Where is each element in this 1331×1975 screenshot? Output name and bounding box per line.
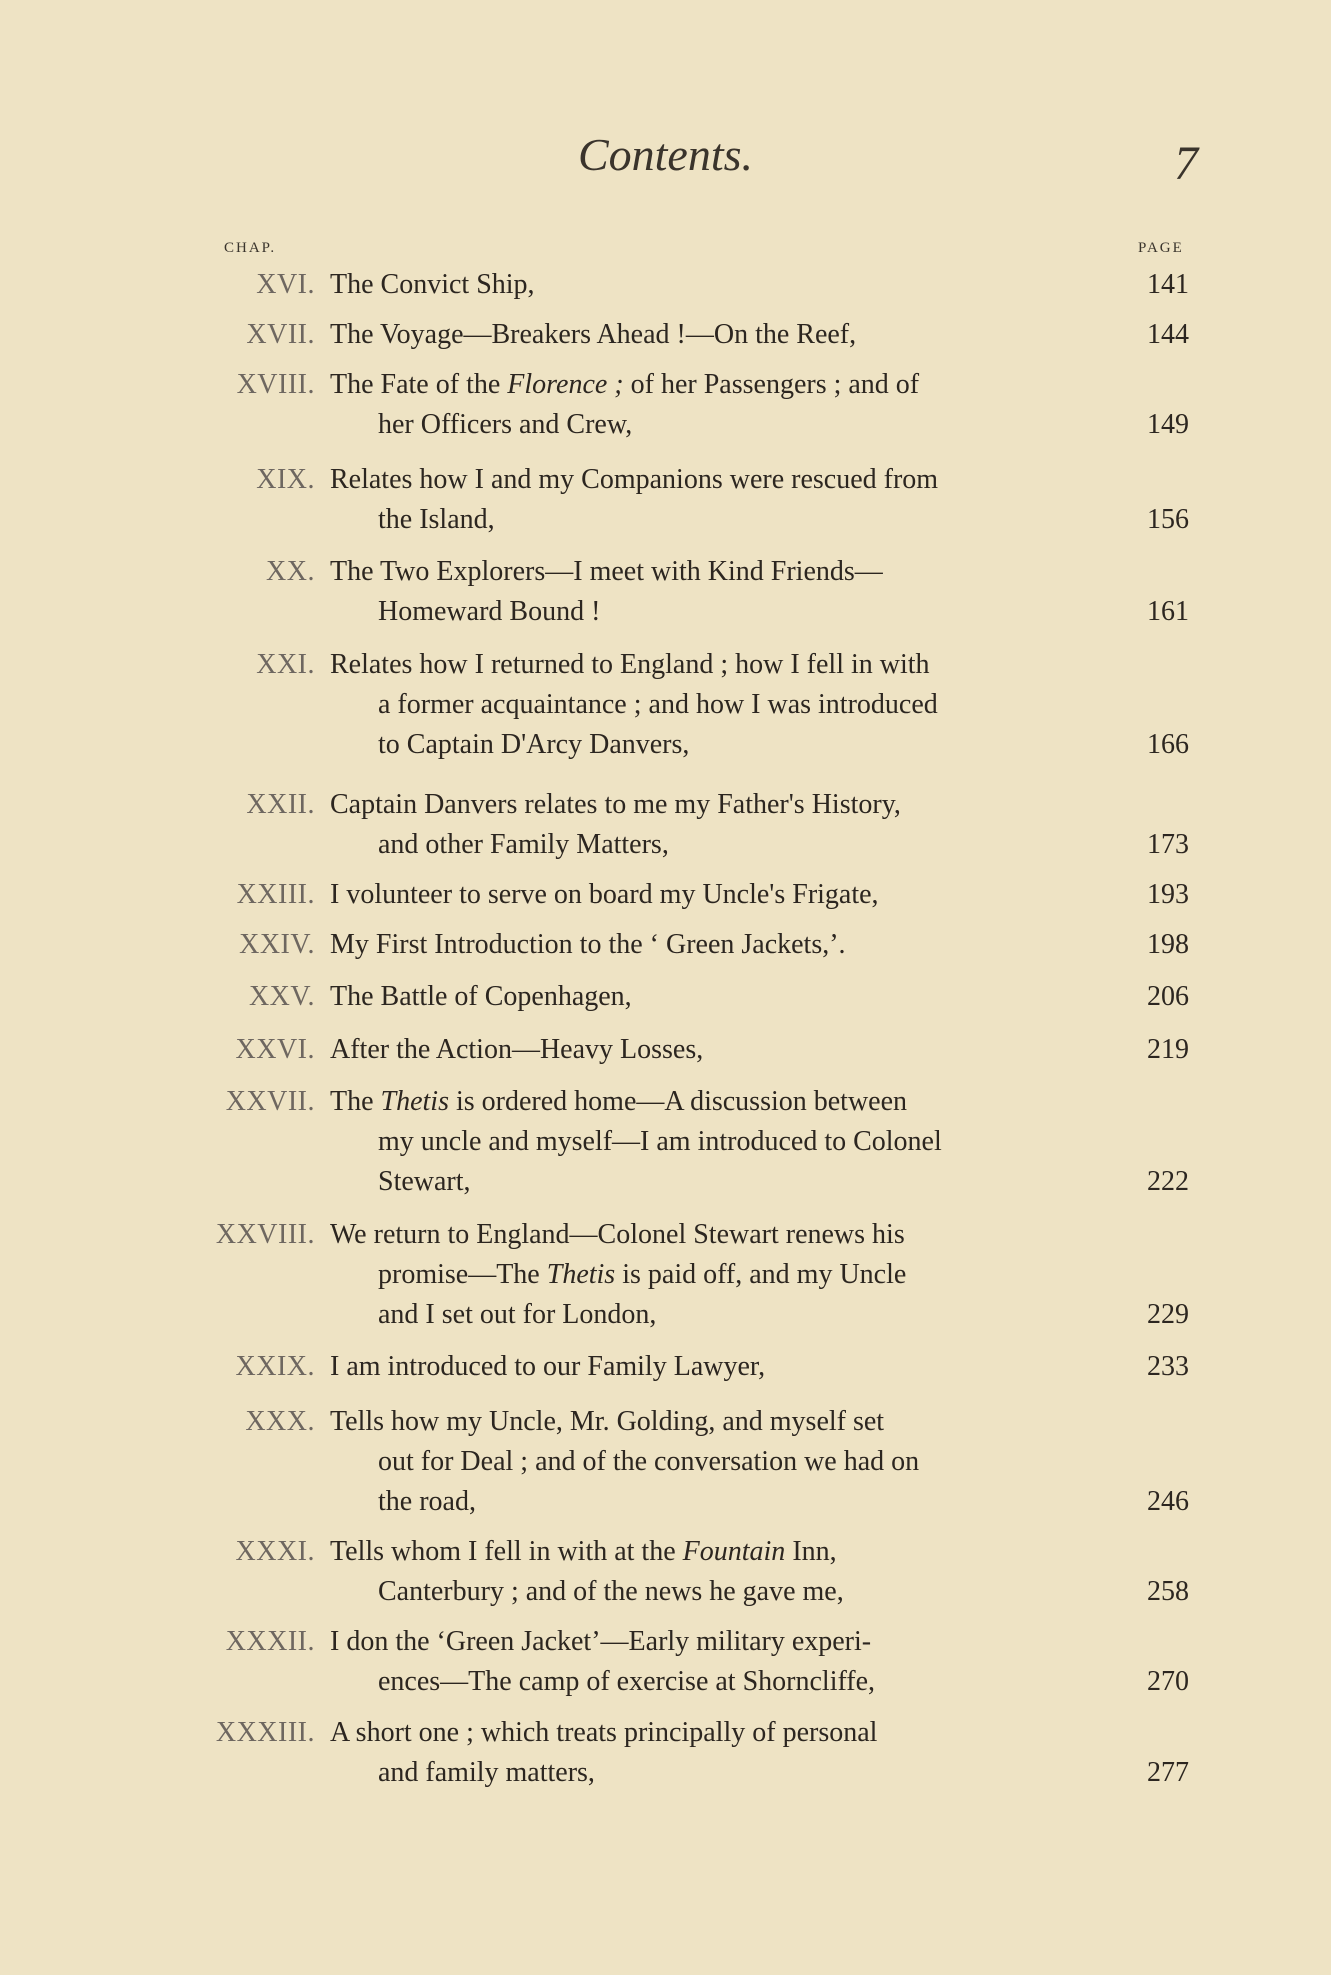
chapter-title-line [378, 1162, 1130, 1202]
chapter-title-text: my uncle and myself—I am introduced to Colonel [378, 1126, 942, 1157]
chapter-title-text: her Officers and Crew, [378, 409, 633, 440]
chapter-number: XXVIII. [215, 1219, 315, 1250]
chapter-title-line [378, 1255, 1130, 1295]
chapter-title-text: My First Introduction to the ‘ Green Jackets,’. [330, 929, 846, 960]
chapter-title-line [330, 460, 1130, 500]
chapter-number: XXIV. [239, 929, 315, 960]
chapter-number: XVII. [246, 319, 315, 350]
chapter-title-text: and family matters, [378, 1757, 595, 1788]
chapter-title-line [378, 1442, 1130, 1482]
ship-name: Fountain [682, 1536, 786, 1567]
chapter-number: XXII. [246, 789, 315, 820]
chapter-number: XXXIII. [215, 1717, 315, 1748]
chapter-title-text: Stewart, [378, 1166, 471, 1197]
chapter-number: XX. [266, 556, 315, 587]
page-ref: 219 [1147, 1034, 1189, 1065]
page-ref: 258 [1147, 1576, 1189, 1607]
chapter-title-line [378, 1662, 1130, 1702]
page-ref: 270 [1147, 1666, 1189, 1697]
page-ref: 229 [1147, 1299, 1189, 1330]
chapter-number: XXVII. [225, 1086, 315, 1117]
chapter-title-text: Homeward Bound ! [378, 596, 601, 627]
chapter-title-text: The Convict Ship, [330, 269, 535, 300]
chapter-title-text: the road, [378, 1486, 476, 1517]
chapter-title-text: Canterbury ; and of the news he gave me, [378, 1576, 844, 1607]
chapter-title-line [330, 875, 1130, 915]
chapter-title-line [330, 315, 1130, 355]
chapter-title-line [378, 1295, 1130, 1335]
chapter-number: XXXII. [225, 1626, 315, 1657]
chapter-title-line [378, 825, 1130, 865]
chapter-title-line [330, 1622, 1130, 1662]
chapter-title-line [378, 1482, 1130, 1522]
page-ref: 222 [1147, 1166, 1189, 1197]
chapter-title-line [330, 1215, 1130, 1255]
chapter-title-line [330, 645, 1130, 685]
chapter-title-text: and other Family Matters, [378, 829, 669, 860]
page-ref: 233 [1147, 1351, 1189, 1382]
chapter-title-text: and I set out for London, [378, 1299, 657, 1330]
chapter-number: XXVI. [235, 1034, 315, 1065]
ship-name: Florence ; [507, 369, 624, 400]
chapter-number: XXV. [248, 981, 315, 1012]
ship-name: Thetis [546, 1259, 616, 1290]
chapter-title-text: Tells how my Uncle, Mr. Golding, and myself set [330, 1406, 885, 1437]
page-ref: 206 [1147, 981, 1189, 1012]
chapter-title-line [378, 592, 1130, 632]
page-ref: 166 [1147, 729, 1189, 760]
chapter-title-text: I volunteer to serve on board my Uncle's Frigate, [330, 879, 879, 910]
chapter-number: XVI. [256, 269, 315, 300]
page-ref: 173 [1147, 829, 1189, 860]
chapter-column-heading: CHAP. [224, 240, 277, 256]
chapter-title-line [330, 1030, 1130, 1070]
chapter-title-line [330, 1082, 1130, 1122]
page-ref: 149 [1147, 409, 1189, 440]
chapter-title-line [330, 925, 1130, 965]
chapter-title-line [330, 1402, 1130, 1442]
chapter-title-text: promise—The Thetis is paid off, and my Uncle [378, 1259, 907, 1290]
chapter-number: XXI. [256, 649, 315, 680]
chapter-title-text: to Captain D'Arcy Danvers, [378, 729, 690, 760]
chapter-title-text: The Fate of the Florence ; of her Passengers ; and of [330, 369, 920, 400]
chapter-number: XXIII. [236, 879, 315, 910]
chapter-title-line [378, 500, 1130, 540]
chapter-title-text: The Battle of Copenhagen, [330, 981, 632, 1012]
page-number: 7 [1174, 137, 1198, 190]
chapter-title-text: the Island, [378, 504, 495, 535]
chapter-title-text: The Thetis is ordered home—A discussion between [330, 1086, 908, 1117]
page-column-heading: PAGE [1138, 240, 1184, 256]
chapter-title-text: ences—The camp of exercise at Shorncliffe, [378, 1666, 876, 1697]
chapter-title-text: A short one ; which treats principally of personal [330, 1717, 878, 1748]
chapter-number: XXXI. [235, 1536, 315, 1567]
chapter-number: XVIII. [236, 369, 315, 400]
page-ref: 156 [1147, 504, 1189, 535]
chapter-title-line [378, 1572, 1130, 1612]
page-ref: 198 [1147, 929, 1189, 960]
chapter-title-text: After the Action—Heavy Losses, [330, 1034, 704, 1065]
page-ref: 141 [1147, 269, 1189, 300]
page-ref: 246 [1147, 1486, 1189, 1517]
chapter-title-text: The Voyage—Breakers Ahead !—On the Reef, [330, 319, 857, 350]
chapter-title-line [378, 405, 1130, 445]
ship-name: Thetis [380, 1086, 449, 1117]
chapter-title-text: Captain Danvers relates to me my Father's History, [330, 789, 901, 820]
chapter-title-line [330, 552, 1130, 592]
chapter-title-line [330, 1347, 1130, 1387]
chapter-title-line [330, 365, 1130, 405]
chapter-title-text: I am introduced to our Family Lawyer, [330, 1351, 766, 1382]
chapter-title-line [378, 725, 1130, 765]
chapter-title-line [330, 1532, 1130, 1572]
running-title: Contents. [577, 129, 754, 180]
chapter-title-line [330, 265, 1130, 305]
chapter-title-line [378, 1753, 1130, 1793]
page-ref: 161 [1147, 596, 1189, 627]
chapter-title-line [330, 785, 1130, 825]
page-ref: 193 [1147, 879, 1189, 910]
chapter-title-text: Relates how I returned to England ; how I fell in with [330, 649, 930, 680]
chapter-number: XXX. [245, 1406, 315, 1437]
chapter-number: XXIX. [235, 1351, 315, 1382]
page-ref: 144 [1147, 319, 1189, 350]
chapter-title-line [330, 1713, 1130, 1753]
chapter-title-text: Relates how I and my Companions were rescued from [330, 464, 939, 495]
chapter-title-text: I don the ‘Green Jacket’—Early military experi- [330, 1626, 872, 1657]
chapter-title-line [378, 685, 1130, 725]
chapter-title-text: We return to England—Colonel Stewart renews his [330, 1219, 905, 1250]
chapter-title-text: Tells whom I fell in with at the Fountain Inn, [330, 1536, 837, 1567]
chapter-title-line [378, 1122, 1130, 1162]
chapter-title-text: a former acquaintance ; and how I was introduced [378, 689, 938, 720]
chapter-title-text: The Two Explorers—I meet with Kind Friends— [330, 556, 883, 587]
chapter-title-text: out for Deal ; and of the conversation we had on [378, 1446, 920, 1477]
chapter-title-line [330, 977, 1130, 1017]
chapter-number: XIX. [256, 464, 315, 495]
page-ref: 277 [1147, 1757, 1189, 1788]
